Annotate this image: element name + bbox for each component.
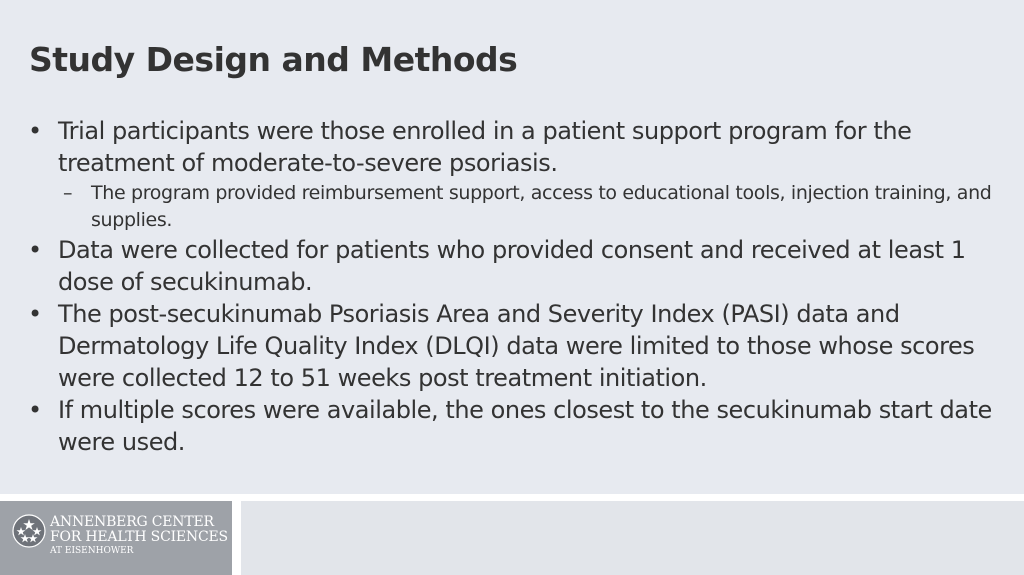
organization-logo-text [50, 515, 228, 557]
bullet-text: Trial participants were those enrolled in a patient support program for the treatment of moderate-to-severe psoriasis. [58, 117, 912, 177]
bullet-text: Data were collected for patients who provided consent and received at least 1 dose of secukinumab. [58, 236, 966, 296]
bullet-item [28, 234, 1003, 298]
bullet-text: If multiple scores were available, the ones closest to the secukinumab start date were used. [58, 396, 992, 456]
sub-bullet-item [28, 180, 1003, 234]
slide-title: Study Design and Methods [29, 40, 518, 79]
bullet-marker: • [28, 396, 42, 424]
sub-bullet-marker: – [63, 182, 73, 204]
footer-bar [241, 501, 1024, 575]
bullet-marker: • [28, 117, 42, 145]
bullet-item [28, 298, 1003, 394]
sub-bullet-text: The program provided reimbursement support, access to educational tools, injection training, and supplies. [91, 182, 992, 231]
bullet-marker: • [28, 236, 42, 264]
bullet-item [28, 394, 1003, 458]
logo-line-2: FOR HEALTH SCIENCES [50, 529, 228, 545]
bullet-list [28, 115, 1003, 458]
bullet-text: The post-secukinumab Psoriasis Area and Severity Index (PASI) data and Dermatology Life Quality Index (DLQI) data were limited to those whose scores were collected 12 to 51 weeks post treatment initiation. [58, 300, 975, 392]
bullet-item [28, 115, 1003, 179]
logo-line-3: AT EISENHOWER [50, 546, 134, 556]
logo-line-1: ANNENBERG CENTER [50, 514, 214, 530]
stars-circle-icon [12, 514, 46, 548]
bullet-marker: • [28, 300, 42, 328]
